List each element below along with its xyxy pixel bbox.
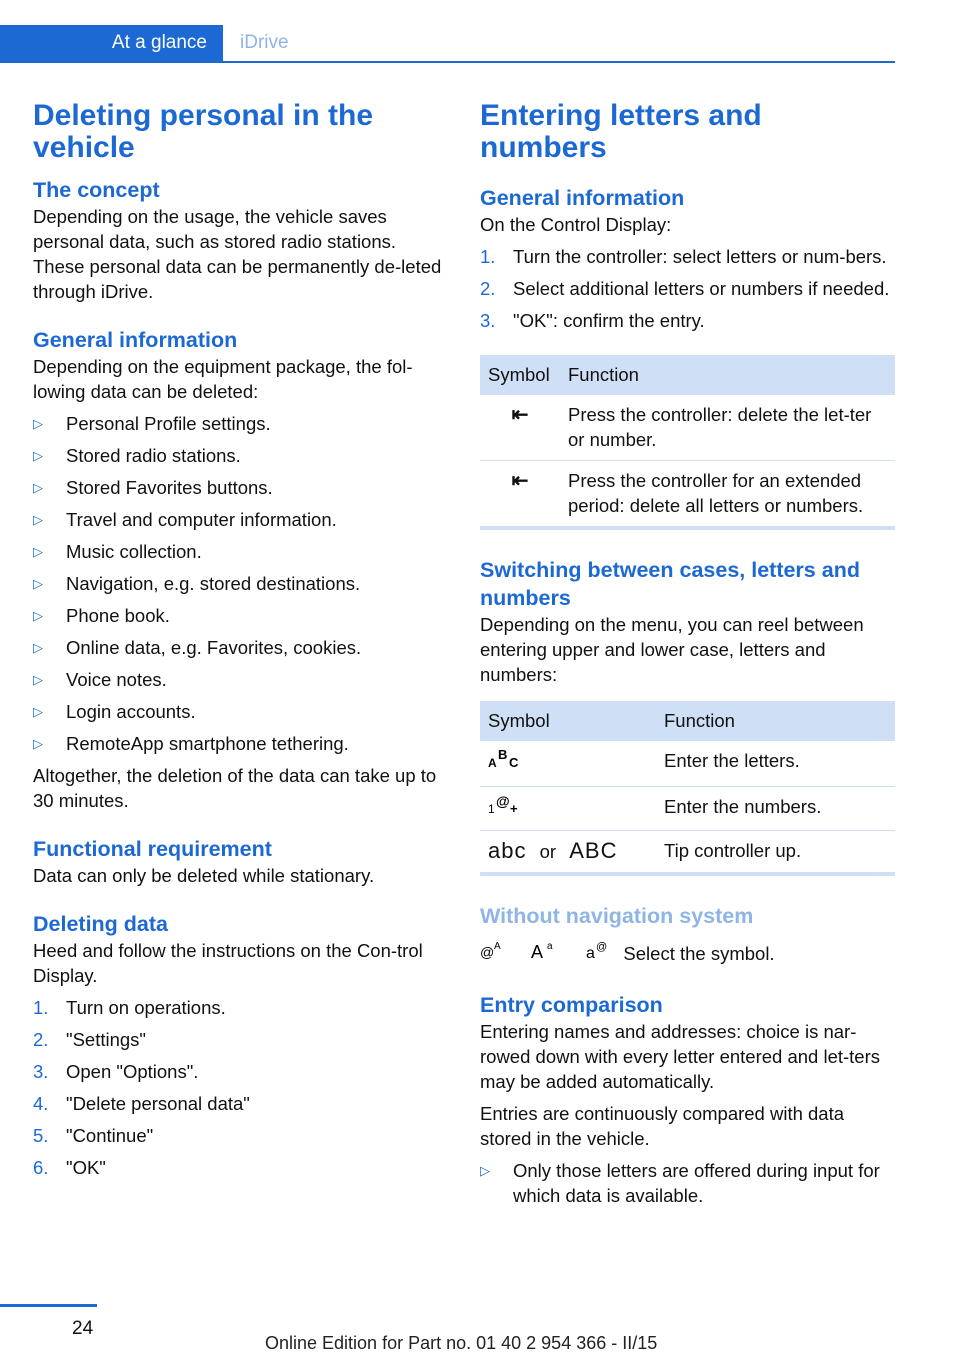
svg-text:@: @	[480, 944, 495, 960]
svg-text:A: A	[494, 941, 501, 952]
triangle-bullet-icon: ▷	[33, 672, 43, 687]
list-item: ▷ Travel and computer information.	[33, 509, 337, 530]
svg-text:+: +	[510, 801, 518, 816]
deletable-data-list	[33, 411, 448, 756]
general-closing: Altogether, the deletion of the data can take up to 30 minutes.	[33, 765, 437, 811]
right-column	[480, 100, 895, 1208]
svg-text:C: C	[509, 755, 519, 770]
list-item: 2. Select additional letters or numbers if needed.	[480, 278, 890, 299]
triangle-bullet-icon: ▷	[33, 512, 43, 527]
list-item: ▷ Navigation, e.g. stored destinations.	[33, 573, 361, 594]
list-item: ▷ Personal Profile settings.	[33, 413, 271, 434]
uppercase-abc-icon: ABC	[569, 838, 618, 863]
header-tabbar	[0, 25, 895, 63]
at-letter-icon	[480, 940, 504, 967]
tab-at-a-glance[interactable]: At a glance	[0, 25, 223, 61]
delete-symbol-table	[480, 355, 895, 530]
list-item: ▷ Only those letters are offered during input for which data is available.	[480, 1160, 880, 1206]
triangle-bullet-icon: ▷	[480, 1163, 490, 1178]
triangle-bullet-icon: ▷	[33, 640, 43, 655]
case-symbol-table	[480, 701, 895, 876]
triangle-bullet-icon: ▷	[33, 704, 43, 719]
table-header-row	[480, 701, 895, 741]
deleting-text: Heed and follow the instructions on the Con‐trol Display.	[33, 940, 423, 986]
entry-steps	[480, 244, 895, 333]
general-text: Depending on the equipment package, the fol‐lowing data can be deleted:	[33, 356, 413, 402]
tab-idrive[interactable]: iDrive	[240, 32, 289, 53]
case-toggle-icon	[531, 940, 559, 967]
right-title: Entering letters and numbers	[480, 99, 762, 164]
table-header: Symbol	[480, 701, 656, 741]
backspace-icon: ⇤	[511, 470, 529, 492]
triangle-bullet-icon: ▷	[33, 480, 43, 495]
svg-text:a: a	[547, 941, 553, 952]
list-item: ▷ Login accounts.	[33, 701, 196, 722]
list-item: 6. "OK"	[33, 1157, 106, 1178]
list-item: ▷ Stored radio stations.	[33, 445, 241, 466]
table-row	[480, 741, 895, 787]
requirement-heading: Functional requirement	[33, 837, 272, 861]
deleting-steps	[33, 995, 448, 1180]
table-cell: Enter the numbers.	[656, 787, 895, 831]
svg-text:A: A	[488, 756, 497, 770]
footer-rule	[0, 1304, 97, 1307]
deleting-heading: Deleting data	[33, 912, 168, 936]
table-row	[480, 461, 895, 529]
triangle-bullet-icon: ▷	[33, 448, 43, 463]
list-item: ▷ Phone book.	[33, 605, 170, 626]
without-nav-heading: Without navigation system	[480, 904, 754, 928]
concept-heading: The concept	[33, 178, 160, 202]
list-item: ▷ RemoteApp smartphone tethering.	[33, 733, 349, 754]
requirement-text: Data can only be deleted while stationary.	[33, 865, 375, 886]
list-item: 3. Open "Options".	[33, 1061, 199, 1082]
triangle-bullet-icon: ▷	[33, 736, 43, 751]
right-general-heading: General information	[480, 186, 685, 210]
svg-text:a: a	[586, 945, 596, 960]
triangle-bullet-icon: ▷	[33, 544, 43, 559]
list-item: ▷ Stored Favorites buttons.	[33, 477, 273, 498]
numbers-mode-icon	[488, 794, 522, 820]
table-header: Function	[656, 701, 895, 741]
table-row	[480, 787, 895, 831]
table-cell: Press the controller: delete the let‐ter or number.	[560, 395, 895, 461]
list-item: 3. "OK": confirm the entry.	[480, 310, 705, 331]
svg-text:A: A	[531, 942, 544, 960]
letters-mode-icon	[488, 748, 522, 774]
or-text: or	[539, 841, 557, 862]
switching-heading: Switching between cases, letters and numbers	[480, 558, 860, 610]
list-item: ▷ Online data, e.g. Favorites, cookies.	[33, 637, 362, 658]
edition-text: Online Edition for Part no. 01 40 2 954 366 - II/15	[265, 1333, 658, 1353]
triangle-bullet-icon: ▷	[33, 608, 43, 623]
table-header: Function	[560, 355, 895, 395]
table-header: Symbol	[480, 355, 560, 395]
table-row	[480, 831, 895, 875]
list-item: 5. "Continue"	[33, 1125, 154, 1146]
left-title: Deleting personal in the vehicle	[33, 99, 374, 164]
left-column	[33, 100, 448, 1180]
concept-text: Depending on the usage, the vehicle saves personal data, such as stored radio stations. These personal data can be permanently de‐leted through iDrive.	[33, 206, 442, 302]
list-item: 1. Turn on operations.	[33, 997, 226, 1018]
svg-text:B: B	[498, 748, 508, 762]
triangle-bullet-icon: ▷	[33, 576, 43, 591]
comparison-text-1: Entering names and addresses: choice is nar‐rowed down with every letter entered and let‐ters may be added automatically.	[480, 1021, 881, 1092]
triangle-bullet-icon: ▷	[33, 416, 43, 431]
comparison-list	[480, 1158, 895, 1208]
right-general-text: On the Control Display:	[480, 214, 672, 235]
table-cell: Press the controller for an extended period: delete all letters or numbers.	[568, 470, 864, 516]
general-heading: General information	[33, 328, 238, 352]
list-item: 1. Turn the controller: select letters or num‐bers.	[480, 246, 887, 267]
table-cell: Tip controller up.	[664, 840, 802, 861]
list-item: ▷ Music collection.	[33, 541, 202, 562]
svg-text:@: @	[596, 941, 608, 953]
without-nav-row	[480, 940, 895, 967]
list-item: 2. "Settings"	[33, 1029, 146, 1050]
table-header-row	[480, 355, 895, 395]
comparison-heading: Entry comparison	[480, 993, 663, 1017]
table-cell: Enter the letters.	[656, 741, 895, 787]
comparison-text-2: Entries are continuously compared with data stored in the vehicle.	[480, 1103, 845, 1149]
page-number: 24	[72, 1318, 94, 1339]
list-item: ▷ Voice notes.	[33, 669, 167, 690]
svg-text:@: @	[496, 794, 510, 809]
without-nav-text: Select the symbol.	[623, 943, 775, 964]
table-row	[480, 395, 895, 461]
lowercase-abc-icon: abc	[488, 838, 527, 863]
lowercase-at-icon	[586, 940, 610, 967]
switching-text: Depending on the menu, you can reel between entering upper and lower case, letters and numbers:	[480, 614, 864, 685]
backspace-icon: ⇤	[511, 404, 529, 426]
svg-text:1: 1	[488, 802, 495, 816]
list-item: 4. "Delete personal data"	[33, 1093, 250, 1114]
